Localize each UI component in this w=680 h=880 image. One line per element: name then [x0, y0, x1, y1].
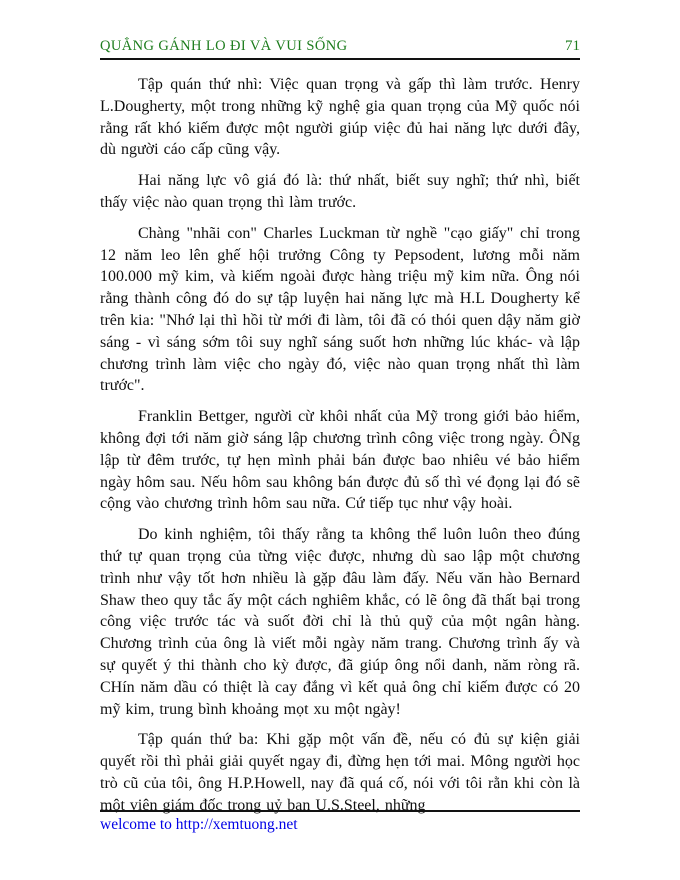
body-text [100, 74, 580, 817]
footer-link[interactable]: welcome to http://xemtuong.net [100, 816, 298, 833]
body-paragraph: Tập quán thứ ba: Khi gặp một vấn đề, nếu có đủ sự kiện giải quyết rồi thì phải giải quyết ngay đi, đừng hẹn tới mai. Mông người học trò cũ của tôi, ông H.P.Howell, nay đã quá cố, nói với tôi rằn khi còn là một viên giám đốc trong uỷ ban U.S.Steel, những [100, 731, 580, 814]
book-title: QUẲNG GÁNH LO ĐI VÀ VUI SỐNG [100, 38, 348, 54]
body-paragraph: Tập quán thứ nhì: Việc quan trọng và gấp thì làm trước. Henry L.Dougherty, một trong những kỹ nghệ gia quan trọng của Mỹ quốc nói rằng rất khó kiếm được một người giúp việc đủ hai năng lực dưới đây, dù người cáo cấp cũng vậy. [100, 76, 580, 159]
body-paragraph: Hai năng lực vô giá đó là: thứ nhất, biết suy nghĩ; thứ nhì, biết thấy việc nào quan trọng thì làm trước. [100, 172, 580, 211]
body-paragraph: Franklin Bettger, người cừ khôi nhất của Mỹ trong giới bảo hiểm, không đợi tới năm giờ sáng lập chương trình công việc trong ngày. ÔNg lập từ đêm trước, tự hẹn mình phải bán được bao nhiêu vé bảo hiểm ngày hôm sau. Nếu hôm sau không bán được đủ số thì vé đọng lại đó sẽ cộng vào chương trình hôm sau nữa. Cứ tiếp tục như vậy hoài. [100, 408, 580, 513]
body-paragraph: Do kinh nghiệm, tôi thấy rằng ta không thể luôn luôn theo đúng thứ tự quan trọng của từng việc được, nhưng dù sao lập một chương trình như vậy tốt hơn nhiều là gặp đâu làm đấy. Nếu văn hào Bernard Shaw theo quy tắc ấy một cách nghiêm khắc, có lẽ ông đã thất bại trong công việc trước tác và suốt đời chỉ là thủ quỹ của một ngân hàng. Chương trình của ông là viết mỗi ngày năm trang. Chương trình ấy và sự quyết ý thi thành cho kỳ được, đã giúp ông nổi danh, năm ròng rã. CHín năm dầu có thiệt là cay đắng vì kết quả ông chỉ kiếm được có 20 mỹ kim, trung bình khoảng mọt xu một ngày! [100, 526, 580, 718]
page-header [100, 38, 580, 60]
body-paragraph: Chàng "nhãi con" Charles Luckman từ nghề "cạo giấy" chỉ trong 12 năm leo lên ghế hội trưởng Công ty Pepsodent, lương mỗi năm 100.000 mỹ kim, và kiếm ngoài được hàng triệu mỹ kim nữa. Ông nói rằng thành công đó do sự tập luyện hai năng lực mà H.L Dougherty kể trên kia: "Nhớ lại thì hồi từ mới đi làm, tôi đã có thói quen dậy năm giờ sáng - vì sáng sớm tôi suy nghĩ sáng suốt hơn những lúc khác- và lập chương trình làm việc cho ngày đó, việc nào quan trọng nhất thì làm trước". [100, 224, 580, 395]
page-number: 71 [565, 38, 580, 54]
page-footer [100, 810, 580, 834]
